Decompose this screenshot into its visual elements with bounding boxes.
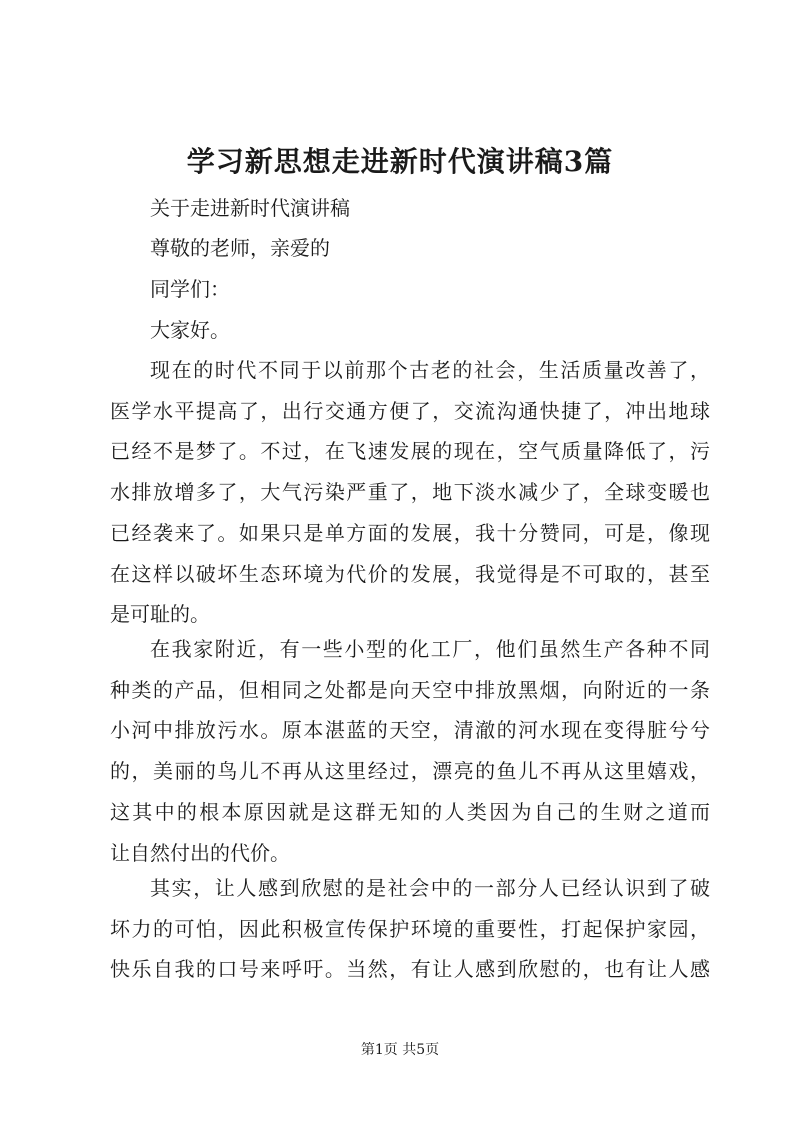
greeting-line: 大家好。 [150,318,230,342]
salutation-line-2: 同学们： [150,277,230,301]
paragraph-line: 其实，让人感到欣慰的是社会中的一部分人已经认识到了破 [150,876,710,900]
paragraph-line: 已经袭来了。如果只是单方面的发展，我十分赞同，可是，像现 [110,520,710,545]
paragraph-line: 在这样以破坏生态环境为代价的发展，我觉得是不可取的，甚至 [110,561,710,586]
document-title: 学习新思想走进新时代演讲稿3篇 [186,145,614,178]
paragraph-line: 已经不是梦了。不过，在飞速发展的现在，空气质量降低了，污 [110,439,710,464]
paragraph-line: 现在的时代不同于以前那个古老的社会，生活质量改善了， [150,358,710,382]
paragraph-line: 医学水平提高了，出行交通方便了，交流沟通快捷了，冲出地球 [110,398,710,423]
paragraph-line: 水排放增多了，大气污染严重了，地下淡水减少了，全球变暖也 [110,480,710,505]
paragraph-line: 是可耻的。 [110,602,210,627]
paragraph-line: 小河中排放污水。原本湛蓝的天空，清澈的河水现在变得脏兮兮 [110,718,710,743]
paragraph-line: 这其中的根本原因就是这群无知的人类因为自己的生财之道而 [110,799,710,824]
paragraph-line: 让自然付出的代价。 [110,840,290,865]
salutation-line-1: 尊敬的老师，亲爱的 [150,236,330,260]
paragraph-line: 坏力的可怕，因此积极宣传保护环境的重要性，打起保护家园， [110,916,710,941]
page-number-footer: 第1页 共5页 [360,1042,440,1058]
subtitle-line: 关于走进新时代演讲稿 [150,196,350,220]
paragraph-line: 快乐自我的口号来呼吁。当然，有让人感到欣慰的，也有让人感 [110,957,710,982]
paragraph-line: 的，美丽的鸟儿不再从这里经过，漂亮的鱼儿不再从这里嬉戏， [110,759,710,784]
paragraph-1 [110,350,710,635]
paragraph-line: 在我家附近，有一些小型的化工厂，他们虽然生产各种不同 [150,637,710,661]
paragraph-line: 种类的产品，但相同之处都是向天空中排放黑烟，向附近的一条 [110,677,710,702]
paragraph-3 [110,868,710,990]
paragraph-2 [110,629,710,873]
